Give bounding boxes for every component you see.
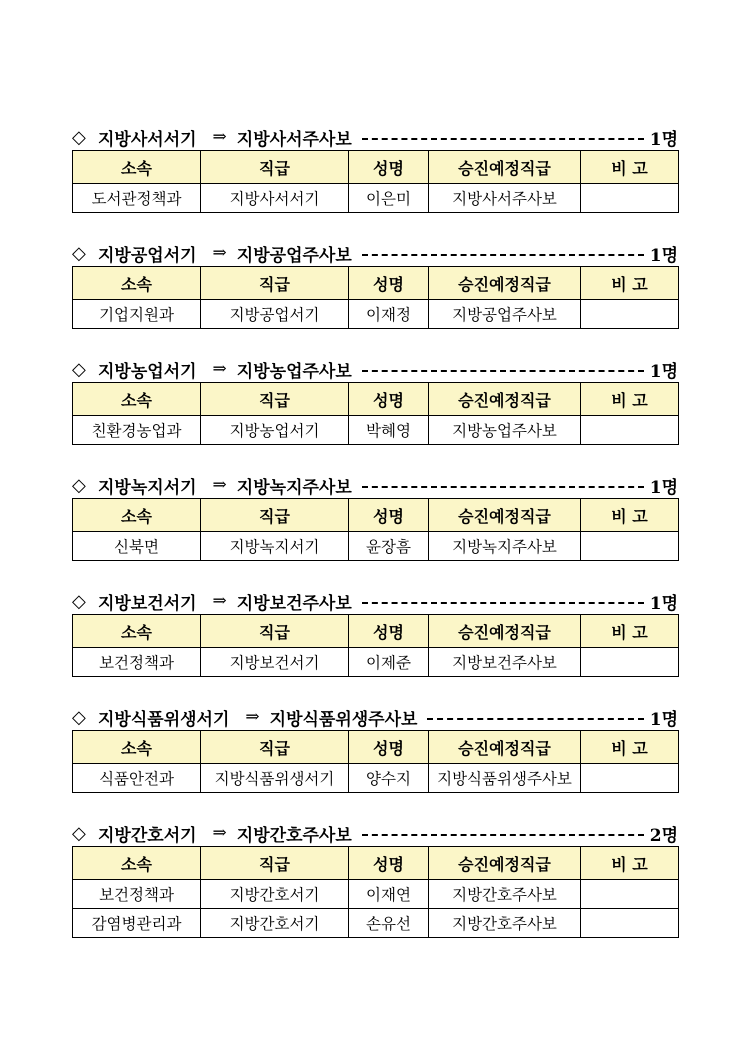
- col-dept: 소속: [73, 731, 201, 764]
- cell-grade: 지방공업서기: [201, 300, 349, 329]
- header-row: [73, 731, 679, 764]
- table-row: [73, 764, 679, 793]
- cell-note: [581, 909, 679, 938]
- cell-target-grade: 지방농업주사보: [429, 416, 581, 445]
- cell-grade: 지방농업서기: [201, 416, 349, 445]
- col-note: 비 고: [581, 499, 679, 532]
- cell-dept: 보건정책과: [73, 880, 201, 909]
- cell-note: [581, 764, 679, 793]
- right-double-arrow-icon: ⇒: [212, 243, 227, 263]
- cell-grade: 지방녹지서기: [201, 532, 349, 561]
- col-note: 비 고: [581, 731, 679, 764]
- section-title: [72, 356, 678, 382]
- col-name: 성명: [349, 267, 429, 300]
- cell-name: 이재정: [349, 300, 429, 329]
- target-grade: 지방사서주사보: [236, 129, 352, 150]
- cell-dept: 친환경농업과: [73, 416, 201, 445]
- diamond-icon: ◇: [72, 126, 86, 148]
- cell-note: [581, 300, 679, 329]
- col-name: 성명: [349, 383, 429, 416]
- target-grade: 지방간호주사보: [236, 825, 352, 846]
- section-title: [72, 240, 678, 266]
- col-target-grade: 승진예정직급: [429, 383, 581, 416]
- cell-target-grade: 지방보건주사보: [429, 648, 581, 677]
- dash-leader: [362, 138, 644, 140]
- col-dept: 소속: [73, 383, 201, 416]
- section-title: [72, 704, 678, 730]
- target-grade: 지방농업주사보: [236, 361, 352, 382]
- right-double-arrow-icon: ⇒: [212, 591, 227, 611]
- col-grade: 직급: [201, 499, 349, 532]
- cell-note: [581, 648, 679, 677]
- cell-dept: 도서관정책과: [73, 184, 201, 213]
- right-double-arrow-icon: ⇒: [212, 359, 227, 379]
- target-grade: 지방식품위생주사보: [269, 709, 418, 730]
- col-dept: 소속: [73, 151, 201, 184]
- current-grade: 지방공업서기: [98, 245, 197, 266]
- current-grade: 지방식품위생서기: [98, 709, 230, 730]
- cell-target-grade: 지방간호주사보: [429, 909, 581, 938]
- table-row: [73, 184, 679, 213]
- section-librarian: [72, 124, 678, 240]
- cell-name: 손유선: [349, 909, 429, 938]
- section-industry: [72, 240, 678, 356]
- diamond-icon: ◇: [72, 358, 86, 380]
- section-title: [72, 588, 678, 614]
- table-row: [73, 532, 679, 561]
- col-grade: 직급: [201, 151, 349, 184]
- headcount: 1명: [649, 361, 678, 382]
- headcount: 1명: [649, 245, 678, 266]
- current-grade: 지방보건서기: [98, 593, 197, 614]
- header-row: [73, 615, 679, 648]
- cell-dept: 보건정책과: [73, 648, 201, 677]
- col-name: 성명: [349, 847, 429, 880]
- headcount: 1명: [649, 129, 678, 150]
- col-grade: 직급: [201, 615, 349, 648]
- dash-leader: [362, 602, 644, 604]
- header-row: [73, 847, 679, 880]
- diamond-icon: ◇: [72, 474, 86, 496]
- section-nursing: [72, 820, 678, 940]
- headcount: 1명: [649, 709, 678, 730]
- right-double-arrow-icon: ⇒: [212, 127, 227, 147]
- header-row: [73, 383, 679, 416]
- cell-name: 이은미: [349, 184, 429, 213]
- header-row: [73, 499, 679, 532]
- cell-target-grade: 지방사서주사보: [429, 184, 581, 213]
- dash-leader: [362, 834, 644, 836]
- col-target-grade: 승진예정직급: [429, 731, 581, 764]
- cell-grade: 지방보건서기: [201, 648, 349, 677]
- cell-dept: 감염병관리과: [73, 909, 201, 938]
- cell-dept: 식품안전과: [73, 764, 201, 793]
- col-note: 비 고: [581, 615, 679, 648]
- promotion-table: [72, 846, 679, 938]
- table-row: [73, 880, 679, 909]
- cell-note: [581, 880, 679, 909]
- dash-leader: [362, 254, 644, 256]
- cell-name: 양수지: [349, 764, 429, 793]
- col-target-grade: 승진예정직급: [429, 499, 581, 532]
- cell-note: [581, 532, 679, 561]
- col-grade: 직급: [201, 731, 349, 764]
- cell-name: 이제준: [349, 648, 429, 677]
- cell-dept: 기업지원과: [73, 300, 201, 329]
- dash-leader: [427, 718, 643, 720]
- dash-leader: [362, 486, 644, 488]
- col-dept: 소속: [73, 847, 201, 880]
- section-food-hygiene: [72, 704, 678, 820]
- promotion-table: [72, 382, 679, 445]
- table-row: [73, 909, 679, 938]
- col-grade: 직급: [201, 383, 349, 416]
- promotion-table: [72, 150, 679, 213]
- current-grade: 지방농업서기: [98, 361, 197, 382]
- headcount: 1명: [649, 477, 678, 498]
- cell-target-grade: 지방식품위생주사보: [429, 764, 581, 793]
- header-row: [73, 151, 679, 184]
- col-note: 비 고: [581, 267, 679, 300]
- col-name: 성명: [349, 151, 429, 184]
- col-target-grade: 승진예정직급: [429, 267, 581, 300]
- cell-grade: 지방식품위생서기: [201, 764, 349, 793]
- cell-target-grade: 지방간호주사보: [429, 880, 581, 909]
- section-health: [72, 588, 678, 704]
- right-double-arrow-icon: ⇒: [212, 823, 227, 843]
- section-title: [72, 124, 678, 150]
- current-grade: 지방사서서기: [98, 129, 197, 150]
- col-grade: 직급: [201, 847, 349, 880]
- cell-name: 박혜영: [349, 416, 429, 445]
- section-title: [72, 472, 678, 498]
- right-double-arrow-icon: ⇒: [212, 475, 227, 495]
- col-target-grade: 승진예정직급: [429, 847, 581, 880]
- cell-grade: 지방간호서기: [201, 880, 349, 909]
- col-target-grade: 승진예정직급: [429, 615, 581, 648]
- col-dept: 소속: [73, 267, 201, 300]
- headcount: 2명: [649, 825, 678, 846]
- cell-grade: 지방간호서기: [201, 909, 349, 938]
- section-title: [72, 820, 678, 846]
- dash-leader: [362, 370, 644, 372]
- headcount: 1명: [649, 593, 678, 614]
- cell-note: [581, 184, 679, 213]
- col-name: 성명: [349, 615, 429, 648]
- col-note: 비 고: [581, 151, 679, 184]
- promotion-table: [72, 498, 679, 561]
- section-greenery: [72, 472, 678, 588]
- col-grade: 직급: [201, 267, 349, 300]
- table-row: [73, 416, 679, 445]
- diamond-icon: ◇: [72, 706, 86, 728]
- diamond-icon: ◇: [72, 242, 86, 264]
- col-target-grade: 승진예정직급: [429, 151, 581, 184]
- target-grade: 지방보건주사보: [236, 593, 352, 614]
- promotion-table: [72, 266, 679, 329]
- promotion-table: [72, 614, 679, 677]
- cell-note: [581, 416, 679, 445]
- header-row: [73, 267, 679, 300]
- cell-name: 윤장흠: [349, 532, 429, 561]
- cell-target-grade: 지방녹지주사보: [429, 532, 581, 561]
- cell-name: 이재연: [349, 880, 429, 909]
- current-grade: 지방녹지서기: [98, 477, 197, 498]
- col-note: 비 고: [581, 847, 679, 880]
- promotion-table: [72, 730, 679, 793]
- diamond-icon: ◇: [72, 822, 86, 844]
- target-grade: 지방녹지주사보: [236, 477, 352, 498]
- col-name: 성명: [349, 731, 429, 764]
- diamond-icon: ◇: [72, 590, 86, 612]
- table-row: [73, 648, 679, 677]
- current-grade: 지방간호서기: [98, 825, 197, 846]
- table-row: [73, 300, 679, 329]
- right-double-arrow-icon: ⇒: [245, 707, 260, 727]
- col-name: 성명: [349, 499, 429, 532]
- section-agriculture: [72, 356, 678, 472]
- cell-grade: 지방사서서기: [201, 184, 349, 213]
- col-note: 비 고: [581, 383, 679, 416]
- col-dept: 소속: [73, 499, 201, 532]
- promotion-list: [72, 124, 678, 940]
- cell-dept: 신북면: [73, 532, 201, 561]
- target-grade: 지방공업주사보: [236, 245, 352, 266]
- col-dept: 소속: [73, 615, 201, 648]
- cell-target-grade: 지방공업주사보: [429, 300, 581, 329]
